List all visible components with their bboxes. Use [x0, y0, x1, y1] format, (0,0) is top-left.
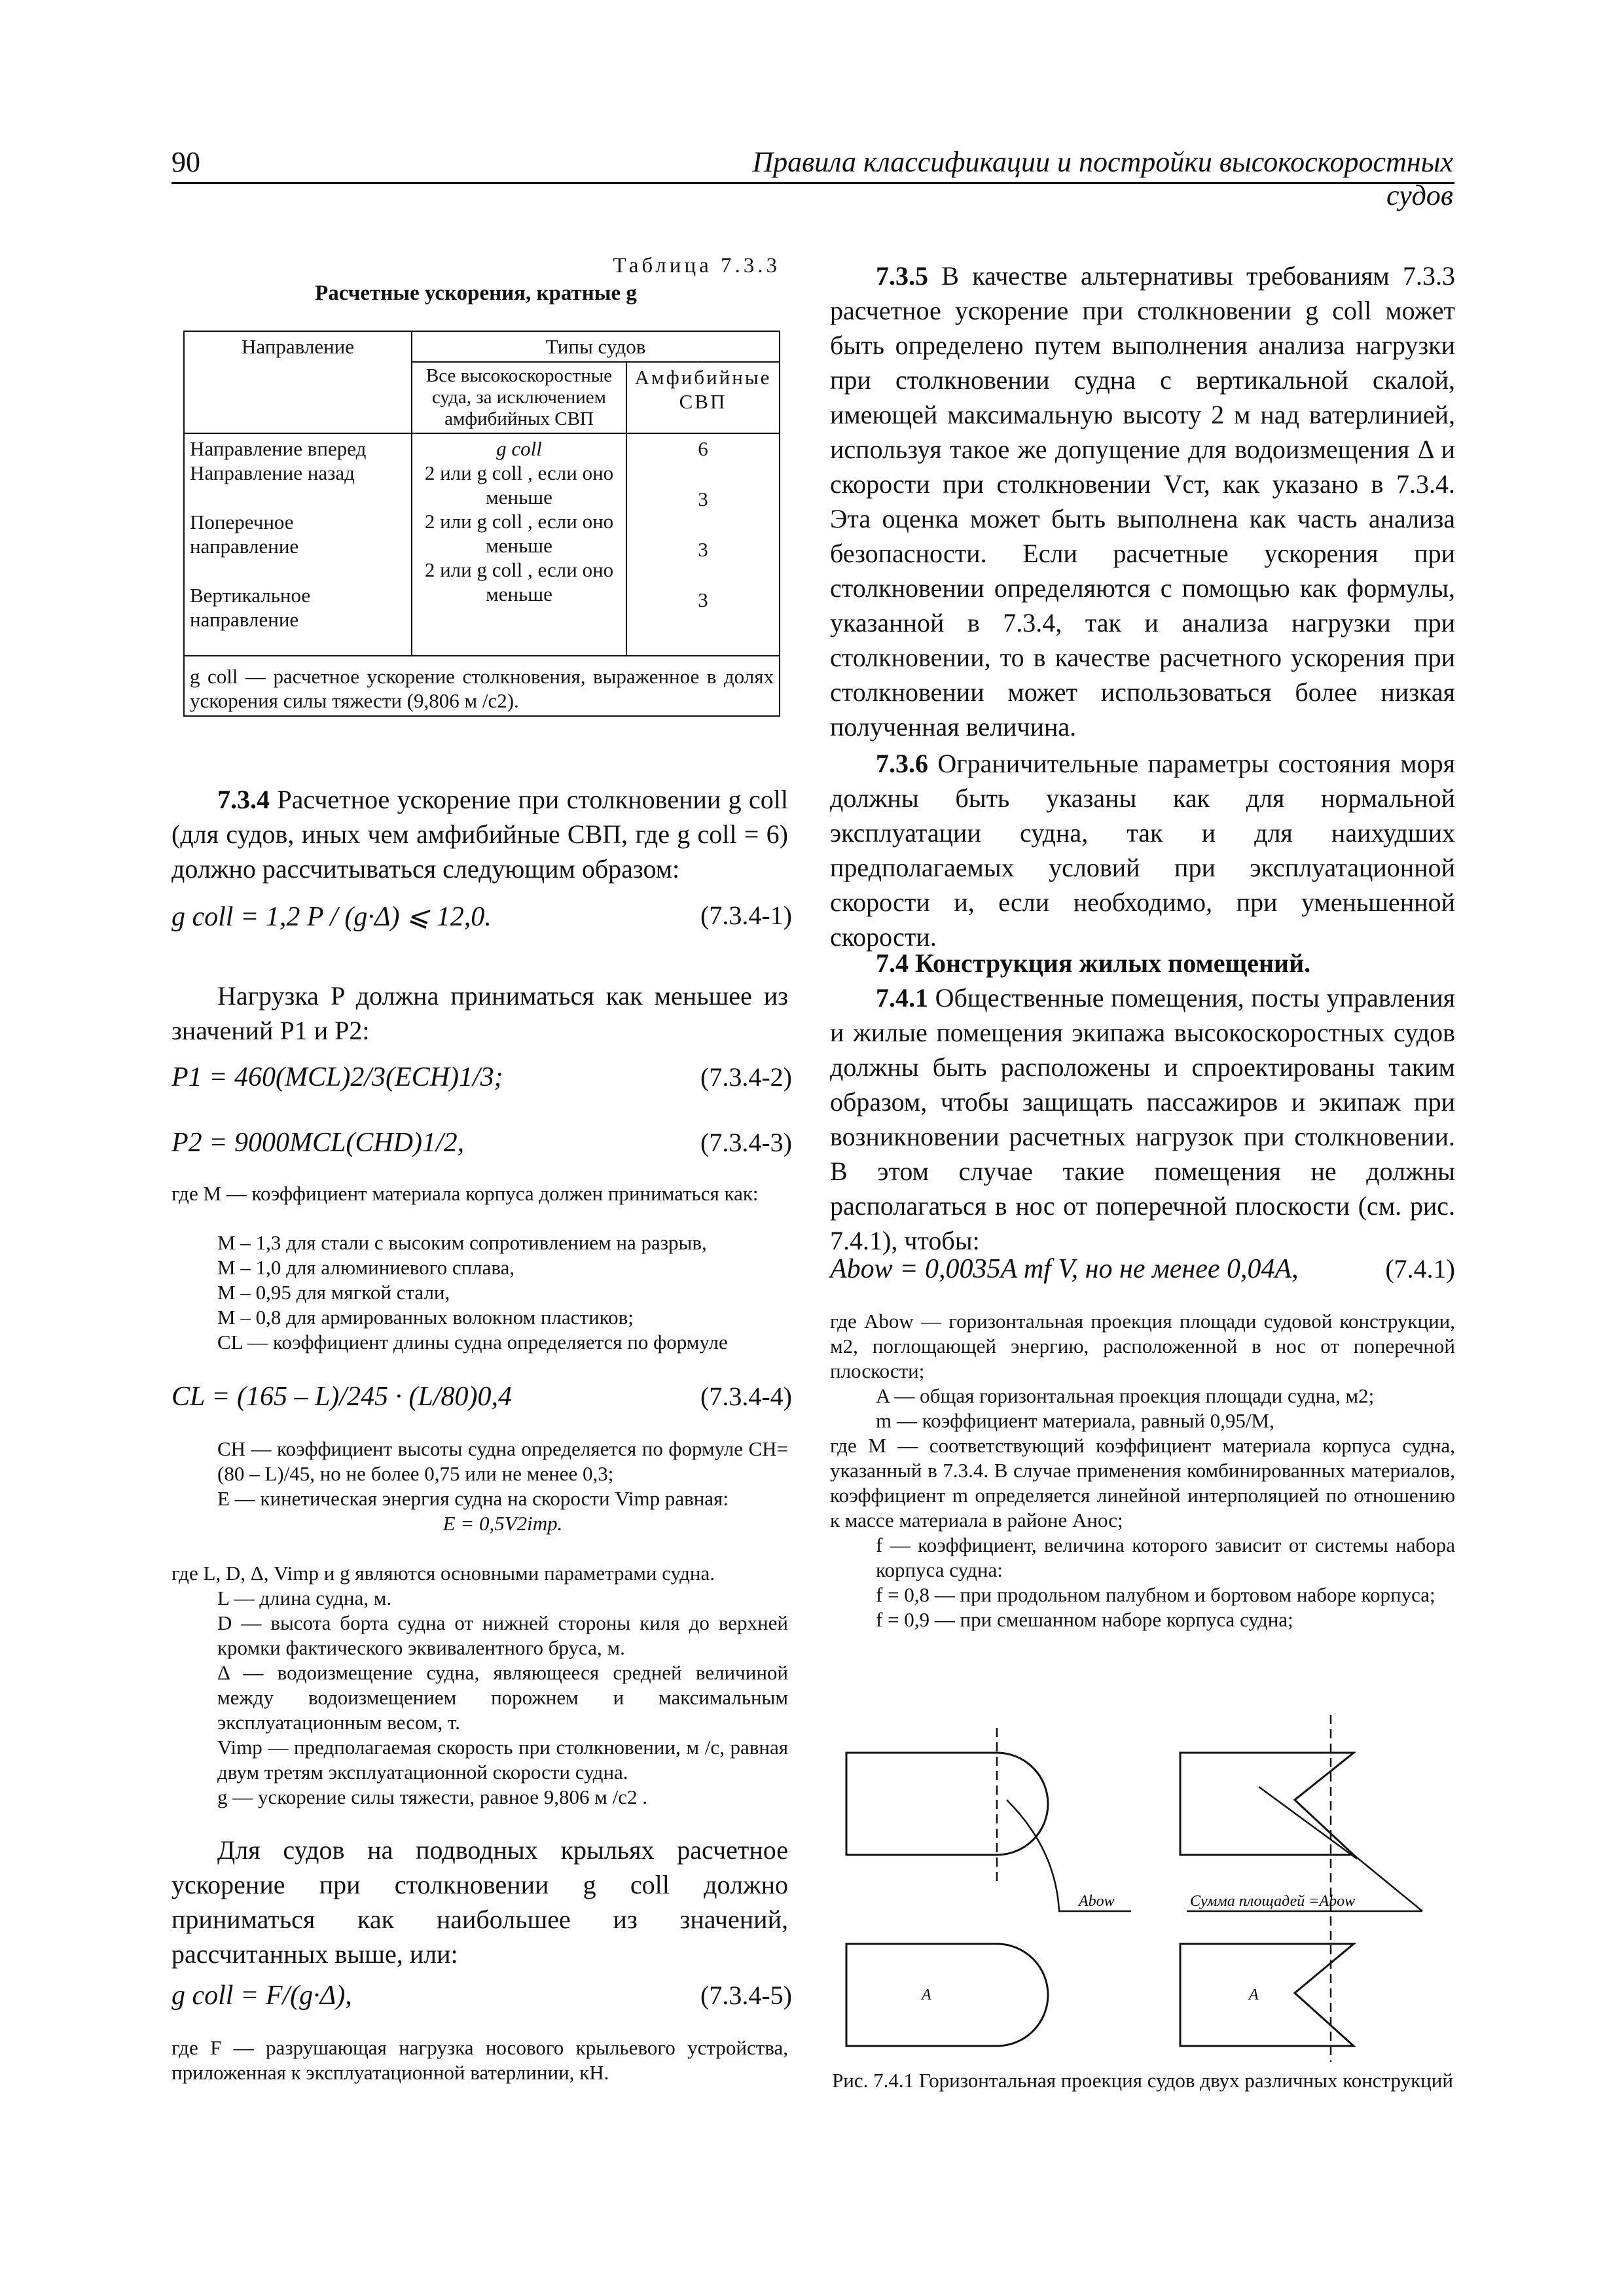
para-7-3-5 [830, 259, 1455, 744]
def-a: A — общая горизонтальная проекция площади судна, м2; [876, 1384, 1375, 1407]
table-value-1-3: 2 или g coll , если оно меньше [424, 558, 614, 605]
table-value-2-1: 3 [698, 488, 708, 511]
equation-7-3-4-2-number: (7.3.4-2) [700, 1062, 792, 1092]
def-m: m — коэффициент материала, равный 0,95/M, [876, 1409, 1274, 1432]
para-7-4-1-text: Общественные помещения, посты управления и жилые помещения экипажа высокоскоростных судов должны быть расположены и спроектированы таким образом, чтобы защищать пассажиров и экипаж при возникновении расчетных нагрузок при столкновении. В этом случае такие помещения не должны располагаться в нос от поперечной плоскости (см. рис. 7.4.1), чтобы: [830, 983, 1455, 1255]
equation-7-3-4-4: CL = (165 – L)/245 · (L/80)0,4 [171, 1382, 512, 1412]
equation-7-3-4-5: g coll = F/(g·Δ), [171, 1981, 352, 2011]
equation-7-4-1: Abow = 0,0035A mf V, но не менее 0,04A, [830, 1254, 1299, 1284]
e-formula: E = 0,5V2imp. [442, 1512, 563, 1535]
def-f: f — коэффициент, величина которого зависит от системы набора корпуса судна: [876, 1534, 1455, 1581]
accelerations-table [183, 331, 780, 717]
header-rule [171, 182, 1454, 184]
table-value-2-3: 3 [698, 588, 708, 611]
param-delta: Δ — водоизмещение судна, являющееся средней величиной между водоизмещением порожнем и максимальным эксплуатационным весом, т. [217, 1661, 788, 1734]
m-item-4: M – 0,8 для армированных волокном пластиков; [217, 1306, 634, 1329]
para-7-3-4-number: 7.3.4 [217, 785, 270, 814]
ship-round-bow-bottom [846, 1944, 1048, 2046]
abow-leader-right [1354, 1855, 1422, 1911]
m-item-2: M – 1,0 для алюминиевого сплава, [217, 1256, 515, 1279]
table-cell-values2 [626, 433, 780, 656]
para-load: Нагрузка P должна приниматься как меньшее из значений P1 и P2: [171, 981, 788, 1045]
para-7-4-1-number: 7.4.1 [876, 983, 928, 1013]
para-7-3-6 [830, 746, 1455, 954]
ch-e-definitions [217, 1437, 788, 1536]
equation-7-3-4-4-number: (7.3.4-4) [700, 1382, 792, 1411]
param-g: g — ускорение силы тяжести, равное 9,806 м /с2 . [217, 1785, 648, 1808]
para-7-3-6-number: 7.3.6 [876, 749, 928, 778]
label-abow: Abow [1079, 1893, 1115, 1910]
table-title: Расчетные ускорения, кратные g [315, 281, 637, 305]
where-m: где M — коэффициент материала корпуса должен приниматься как: [171, 1182, 759, 1205]
cl-definition: CL — коэффициент длины судна определяется по формуле [217, 1331, 728, 1354]
table-caption: Таблица 7.3.3 [613, 254, 780, 278]
equation-7-3-4-2: P1 = 460(MCL)2/3(ECH)1/3; [171, 1062, 503, 1092]
e-definition: E — кинетическая энергия судна на скорости Vimp равная: [217, 1487, 729, 1510]
def-f-09: f = 0,9 — при смешанном наборе корпуса судна; [876, 1608, 1293, 1631]
running-title: Правила классификации и постройки высокоскоростных судов [752, 146, 1453, 211]
f-definition: где F — разрушающая нагрузка носового крыльевого устройства, приложенная к эксплуатационной ватерлинии, кН. [171, 2036, 788, 2084]
where-params: где L, D, Δ, Vimp и g являются основными параметрами судна. [171, 1562, 715, 1585]
para-7-3-5-text: В качестве альтернативы требованиям 7.3.3 расчетное ускорение при столкновении g coll может быть определено путем выполнения анализа нагрузки при столкновении судна с вертикальной скалой, имеющей максимальную высоту 2 м над ватерлинией, используя такое же допущение для водоизмещения Δ и скорости при столкновении Vст, как указано в 7.3.4. Эта оценка может быть выполнена как часть анализа безопасности. Если расчетные ускорения при столкновении определяются с помощью как формулы, указанной в 7.3.4, так и анализа нагрузки при столкновении, то в качестве расчетного ускорения при столкновении может использоваться более низкая полученная величина. [830, 261, 1455, 742]
ch-definition: CH — коэффициент высоты судна определяется по формуле CH= (80 – L)/45, но не более 0,75 или не менее 0,3; [217, 1437, 788, 1485]
abow-hatch-1 [1259, 1787, 1357, 1859]
label-sum-areas: Сумма площадей =Abow [1190, 1893, 1356, 1910]
ship-round-bow-top [846, 1753, 1048, 1855]
m-list [217, 1230, 788, 1355]
param-l: L — длина судна, м. [217, 1587, 392, 1609]
para-hydrofoil: Для судов на подводных крыльях расчетное ускорение при столкновении g coll должно приниматься как наибольшее из значений, рассчитанных выше, или: [171, 1835, 788, 1969]
equation-7-3-4-3-number: (7.3.4-3) [700, 1128, 792, 1157]
table-row-back: Направление назад [190, 461, 355, 484]
equation-7-3-4-1: g coll = 1,2 P / (g·Δ) ⩽ 12,0. [171, 902, 492, 932]
table-head-types: Типы судов [412, 331, 780, 362]
para-7-3-5-number: 7.3.5 [876, 261, 928, 291]
ship-notched-bow-top [1180, 1753, 1354, 1855]
definitions-list [830, 1309, 1455, 1632]
def-m-material: где M — соответствующий коэффициент материала корпуса судна, указанный в 7.3.4. В случае применения комбинированных материалов, коэффициент m определяется линейной интерполяцией по отношению к массе материала в районе Aнос; [830, 1434, 1455, 1532]
label-a-left: A [922, 1986, 931, 2003]
equation-7-4-1-number: (7.4.1) [1385, 1254, 1455, 1283]
table-head-direction: Направление [184, 331, 412, 433]
table-row-transverse: Поперечное направление [190, 511, 299, 558]
params-list [217, 1586, 788, 1810]
m-item-3: M – 0,95 для мягкой стали, [217, 1281, 450, 1304]
table-value-1-1: 2 или g coll , если оно меньше [424, 461, 614, 509]
table-value-2-2: 3 [698, 538, 708, 561]
table-value-2-0: 6 [698, 437, 708, 460]
page-number: 90 [171, 146, 200, 178]
equation-7-3-4-5-number: (7.3.4-5) [700, 1981, 792, 2010]
para-7-3-6-text: Ограничительные параметры состояния моря должны быть указаны как для нормальной эксплуатации судна, так и для наихудших предполагаемых условий при эксплуатационной скорости и, если необходимо, при уменьшенной скорости. [830, 749, 1455, 952]
table-cell-values1 [412, 433, 626, 656]
figure-caption: Рис. 7.4.1 Горизонтальная проекция судов двух различных конструкций [832, 2069, 1453, 2092]
table-value-1-2: 2 или g coll , если оно меньше [424, 510, 614, 557]
ship-notched-bow-bottom [1180, 1944, 1354, 2046]
table-cell-directions [184, 433, 412, 656]
figure-7-4-1 [830, 1695, 1455, 2062]
m-item-1: M – 1,3 для стали с высоким сопротивлением на разрыв, [217, 1231, 707, 1254]
def-abow: где Abow — горизонтальная проекция площади судовой конструкции, м2, поглощающей энергию, расположенной в нос от поперечной плоскости; [830, 1310, 1455, 1382]
label-a-right: A [1249, 1986, 1259, 2003]
equation-7-3-4-1-number: (7.3.4-1) [700, 901, 792, 930]
para-7-3-4-text: Расчетное ускорение при столкновении g coll (для судов, иных чем амфибийные СВП, где g coll = 6) должно рассчитываться следующим образом: [171, 785, 788, 884]
table-note: g coll — расчетное ускорение столкновения, выраженное в долях ускорения силы тяжести (9,806 м /с2). [184, 656, 780, 716]
table-value-1-0: g coll [496, 437, 542, 460]
table-head-col2: Амфибийные СВП [626, 362, 780, 433]
para-7-3-4 [171, 782, 788, 886]
section-7-4-heading: 7.4 Конструкция жилых помещений. [876, 948, 1311, 978]
table-row-vertical: Вертикальное направление [190, 584, 311, 631]
param-d: D — высота борта судна от нижней стороны киля до верхней кромки фактического эквивалентного бруса, м. [217, 1611, 788, 1659]
equation-7-3-4-3: P2 = 9000MCL(CHD)1/2, [171, 1128, 465, 1158]
def-f-08: f = 0,8 — при продольном палубном и бортовом наборе корпуса; [876, 1583, 1435, 1606]
table-head-col1: Все высокоскоростные суда, за исключением амфибийных СВП [412, 362, 626, 433]
table-row-forward: Направление вперед [190, 437, 367, 460]
param-vimp: Vimp — предполагаемая скорость при столкновении, м /с, равная двум третям эксплуатационной скорости судна. [217, 1736, 788, 1784]
para-7-4-1 [830, 980, 1455, 1258]
